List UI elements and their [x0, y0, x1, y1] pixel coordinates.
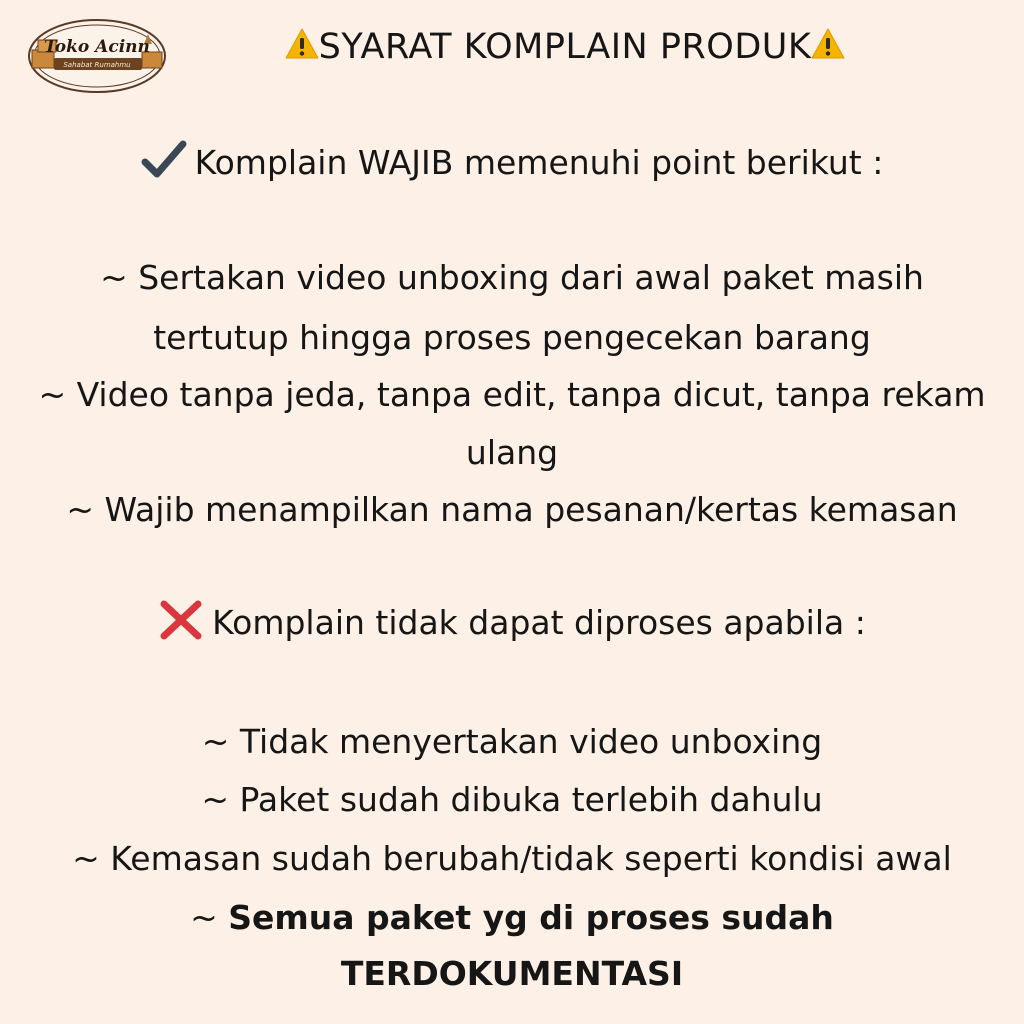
- required-line: ~ Wajib menampilkan nama pesanan/kertas kemasan: [66, 490, 958, 529]
- rejected-line: ~ Kemasan sudah berubah/tidak seperti kondisi awal: [72, 839, 952, 878]
- rejected-line: ~ Paket sudah dibuka terlebih dahulu: [201, 780, 823, 819]
- required-heading-text: Komplain WAJIB memenuhi point berikut :: [194, 143, 884, 182]
- logo-brand-text: Toko Acinn: [44, 37, 150, 57]
- footer-note: [0, 896, 1024, 940]
- logo-tagline-text: Sahabat Rumahmu: [63, 61, 131, 69]
- required-line: ~ Video tanpa jeda, tanpa edit, tanpa dicut, tanpa rekam: [38, 375, 986, 414]
- required-line: ulang: [465, 433, 559, 472]
- rejected-heading: [0, 600, 1024, 645]
- required-line: tertutup hingga proses pengecekan barang: [153, 318, 871, 357]
- title-text: SYARAT KOMPLAIN PRODUK: [318, 27, 812, 67]
- footer-bold-line: TERDOKUMENTASI: [340, 954, 684, 993]
- footer-prefix: ~: [190, 898, 229, 937]
- required-line: ~ Sertakan video unboxing dari awal paket masih: [100, 258, 924, 297]
- toko-acinn-logo: [26, 16, 168, 96]
- check-icon: [141, 140, 187, 180]
- footer-bold-text: Semua paket yg di proses sudah: [228, 898, 834, 937]
- required-heading: [0, 140, 1024, 185]
- page-title: [150, 22, 980, 72]
- cross-icon: [158, 600, 204, 640]
- rejected-line: ~ Tidak menyertakan video unboxing: [201, 722, 823, 761]
- rejected-heading-text: Komplain tidak dapat diproses apabila :: [212, 603, 866, 642]
- warning-icon: [285, 27, 319, 61]
- warning-icon: [811, 27, 845, 61]
